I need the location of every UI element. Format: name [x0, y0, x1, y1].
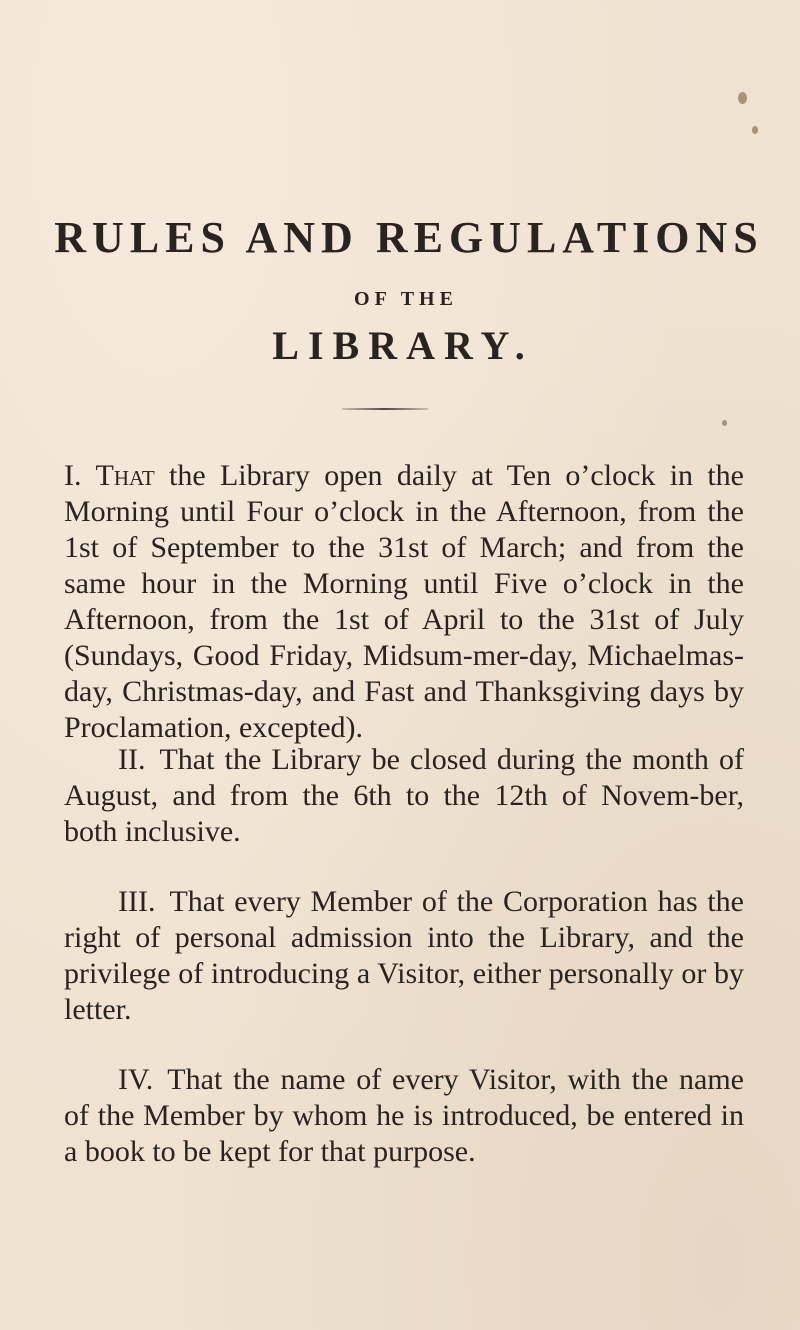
rule-lead-word: That [167, 1063, 223, 1096]
rule-lead-word: That [95, 459, 155, 492]
paper-speck [722, 420, 727, 426]
rule-numeral: II. [118, 743, 146, 776]
rule-text: every Member of the Corporation has the right of personal admission into the Library, and the privilege of introducing a Visitor, either personally or by letter. [64, 885, 744, 1026]
rule-numeral: IV. [118, 1063, 154, 1096]
title-connector: OF THE [354, 288, 458, 310]
rule-text: the Library be closed during the month of August, and from the 6th to the 12th of Novem-ber, both inclusive. [64, 743, 745, 848]
rule-numeral: III. [118, 885, 156, 918]
rule-paragraph [64, 742, 744, 850]
ornamental-divider [342, 408, 428, 410]
page-title: RULES AND REGULATIONS [54, 213, 764, 262]
rule-text: the name of every Visitor, with the name of the Member by whom he is introduced, be entered in a book to be kept for that purpose. [64, 1063, 744, 1168]
rule-paragraph [64, 1062, 744, 1170]
rule-lead-word: That [159, 743, 215, 776]
rule-numeral: I. [64, 459, 82, 492]
paper-speck [752, 126, 758, 134]
rule-paragraph [64, 458, 744, 746]
rule-paragraph [64, 884, 744, 1028]
rule-lead-word: That [169, 885, 225, 918]
page-subtitle: LIBRARY. [272, 323, 534, 368]
rule-text: the Library open daily at Ten o’clock in the Morning until Four o’clock in the Afternoon, from the 1st of September to the 31st of March; and from the same hour in the Morning until Five o’clock in the Afternoon, from the 1st of April to the 31st of July (Sundays, Good Friday, Midsum-mer-day, Michaelmas-day, Christmas-day, and Fast and Thanksgiving days by Proclamation, excepted). [64, 459, 745, 744]
paper-speck [738, 92, 747, 104]
